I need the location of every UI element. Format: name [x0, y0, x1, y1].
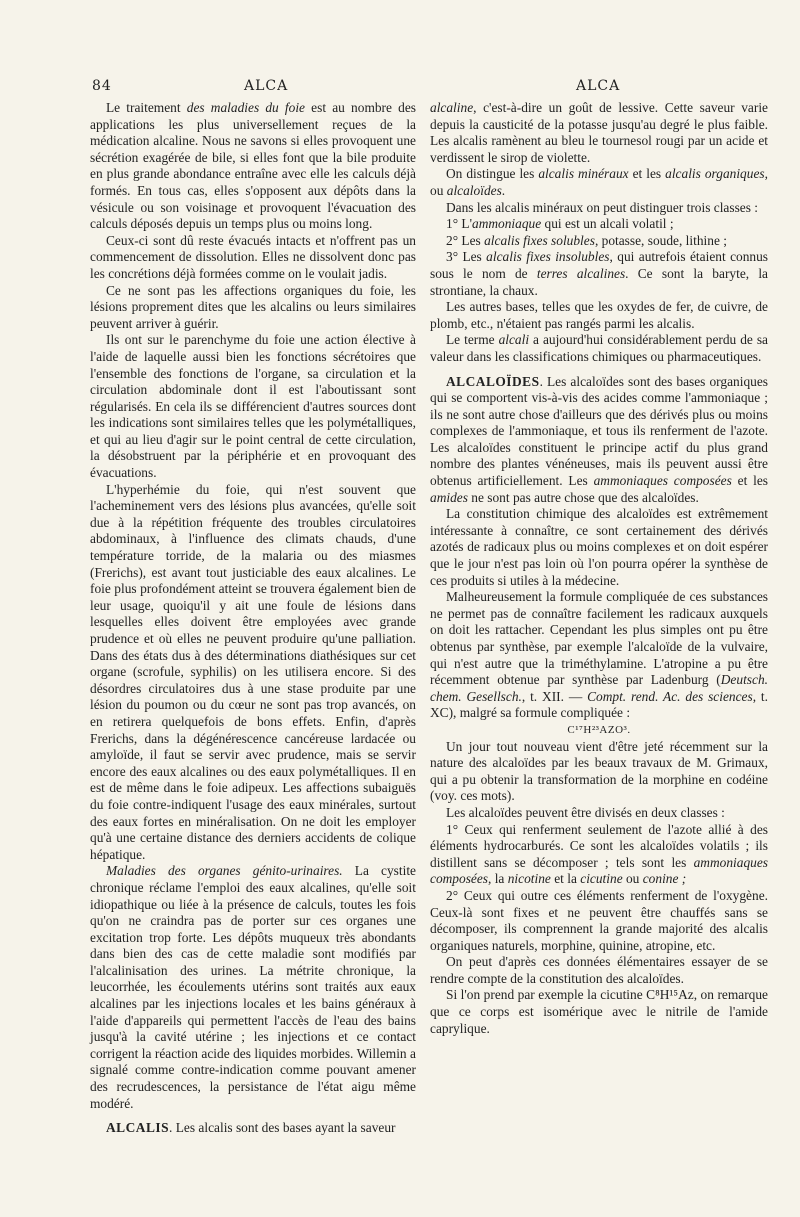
paragraph: [430, 249, 768, 299]
text-run: C¹⁷H²³AZO³.: [567, 723, 631, 736]
paragraph: [430, 954, 768, 987]
paragraph: [430, 166, 768, 199]
text-run: 3° Les: [446, 249, 487, 265]
paragraph: [430, 100, 768, 166]
left-column: [90, 100, 416, 1137]
paragraph: [430, 299, 768, 332]
running-title-left: ALCA: [244, 78, 289, 94]
paragraph: [90, 863, 416, 1112]
text-run: , qui autrefois étaient connus sous le nom de: [430, 249, 768, 281]
paragraph: [430, 739, 768, 805]
paragraph: [430, 200, 768, 217]
text-run: , potasse, soude, lithine ;: [594, 232, 727, 248]
italic-text: alcaloïdes: [446, 182, 502, 198]
text-run: Le terme: [446, 332, 499, 348]
text-run: Un jour tout nouveau vient d'être jeté récemment sur la nature des alcaloïdes par les beaux travaux de M. Grimaux, qui a pu obtenir la transformation de la morphine en codéine (voy. ces mots).: [430, 738, 768, 804]
paragraph: [430, 506, 768, 589]
text-run: et la: [550, 871, 581, 887]
running-title-right: ALCA: [576, 78, 621, 94]
text-run: Ils ont sur le parenchyme du foie une action élective à l'aide de laquelle aussi bien les fonctions sécrétoires que l'ensemble des fonctions de l'organe, sa circulation et la circulation abdominale dont il est l'aboutissant sont régularisés. En cela ils se différencient d'autres sources dont les indications sont similaires telles que les polymétalliques, et qui au lieu d'agir sur le point central de cette circulation, la désobstruent par la périphérie et en provoquant des évacuations.: [90, 332, 416, 481]
paragraph: [90, 1120, 416, 1137]
text-run: Dans les alcalis minéraux on peut distinguer trois classes :: [446, 199, 759, 215]
text-run: ou: [622, 871, 643, 887]
text-run: La cystite chronique réclame l'emploi des eaux alcalines, qu'elle soit idiopathique ou liée à la présence de calculs, toutes les fois qu'on ne craindra pas de porter sur ces organes une excitation trop forte. Les dépôts muqueux très abondants dans bien des cas de cette maladie sont modifiés par l'alcalinisation des urines. La métrite chronique, la leucorrhée, les écoulements utérins sont traités aux eaux alcalines par les injections locales et les bains généraux à l'aide d'appareils qui permettent l'accès de l'eau des bains jusqu'à la cavité utérine ; les injections et ce contact corrigent la réaction acide des liquides morbides. Willemin a signalé comme contre-indication comme pouvant amener des recrudescences, la persistance de l'état aigu même modéré.: [90, 863, 416, 1111]
italic-text: ammoniaques composées: [430, 854, 768, 887]
text-run: . Ce sont la baryte, la strontiane, la chaux.: [430, 265, 769, 298]
italic-text: des maladies du foie: [186, 100, 305, 115]
italic-text: Compt. rend. Ac. des sciences: [587, 688, 753, 704]
italic-text: ammoniaque: [472, 216, 542, 232]
paragraph: [430, 589, 768, 722]
italic-text: alcalis organiques: [665, 166, 765, 182]
text-run: a aujourd'hui considérablement perdu de sa valeur dans les classifications chimiques ou pharmaceutiques.: [430, 332, 768, 364]
text-run: Le traitement: [106, 100, 187, 115]
text-run: Les alcaloïdes peuvent être divisés en deux classes :: [446, 804, 725, 820]
text-run: , la: [488, 871, 508, 887]
italic-text: Deutsch. chem. Gesellsch.: [430, 672, 768, 704]
text-run: 2° Ceux qui outre ces éléments renferment de l'oxygène. Ceux-là sont fixes et ne peuvent être chauffés sans se décomposer, ils comprennent la grande majorité des alcalis organiques naturels, morphine, quinine, atropine, etc.: [430, 887, 768, 953]
paragraph: [90, 283, 416, 333]
italic-text: conine ;: [642, 871, 687, 887]
text-run: Malheureusement la formule compliquée de ces substances ne permet pas de connaître facilement les radicaux auxquels on doit les rattacher. Cependant les plus simples ont pu être obtenus par synthèse, par exemple l'alcaloïde de la vulvaire, qui n'est autre que la triméthylamine. L'atropine a pu être récemment obtenue par synthèse par Ladenburg (: [430, 589, 768, 688]
italic-text: nicotine: [507, 871, 551, 887]
paragraph: [430, 332, 768, 365]
paragraph: [430, 822, 768, 888]
text-run: , t. XC), malgré sa formule compliquée :: [430, 688, 769, 721]
text-run: est au nombre des applications les plus universellement reçues de la médication alcaline. Nous ne savons si elles provoquent une sécrétion exagérée de bile, si elles font que la bile produite en plus grande abondance entraîne avec elle les calculs déjà formés. En tous cas, elles s'opposent aux dépôts dans la vésicule ou son voisinage et provoquent l'évacuation des calculs déposés depuis un temps plus ou moins long.: [90, 100, 416, 232]
paragraph: [90, 332, 416, 481]
chemical-formula: [430, 722, 768, 739]
italic-text: Maladies des organes génito-urinaires.: [106, 863, 343, 879]
text-run: 2° Les: [446, 232, 485, 248]
paragraph: [430, 216, 768, 233]
text-run: 1° L': [446, 216, 472, 232]
paragraph: [90, 482, 416, 864]
italic-text: amides: [430, 489, 468, 505]
text-run: qui est un alcali volatil ;: [541, 216, 674, 232]
text-run: . Les alcalis sont des bases ayant la saveur: [169, 1120, 396, 1136]
text-run: , ou: [430, 166, 768, 198]
italic-text: alcalis fixes solubles: [484, 232, 595, 248]
text-run: Les autres bases, telles que les oxydes de fer, de cuivre, de plomb, etc., n'étaient pas rangés parmi les alcalis.: [430, 299, 768, 331]
italic-text: terres alcalines: [536, 265, 626, 281]
italic-text: alcalis fixes insolubles: [486, 249, 610, 265]
italic-text: alcali: [498, 332, 530, 348]
right-column: [430, 100, 768, 1037]
paragraph: [430, 233, 768, 250]
text-run: Ce ne sont pas les affections organiques du foie, les lésions proprement dites que les alcalins ou leurs similaires peuvent arriver à guérir.: [90, 282, 416, 331]
paragraph: [90, 233, 416, 283]
text-run: La constitution chimique des alcaloïdes est extrêmement intéressante à connaître, ce sont certainement des dérivés azotés de radicaux plus ou moins complexes et on doit espérer que le jour n'est pas loin où l'on pourra opérer la synthèse de ces produits si utiles à la médecine.: [430, 506, 768, 588]
text-run: et les: [731, 473, 768, 489]
text-run: . Les alcaloïdes sont des bases organiques qui se comportent vis-à-vis des acides comme l'ammoniaque ; ils ne sont autre chose d'ailleurs que des dérivés plus ou moins complexes de l'ammoniaque, et tous ils renferment de l'azote. Les alcaloïdes constituent le principe actif du plus grand nombre des plantes vénéneuses, mais ils peuvent aussi être obtenus artificiellement. Les: [430, 373, 768, 489]
italic-text: cicutine: [580, 871, 623, 887]
paragraph: [430, 374, 768, 507]
text-run: , t. XII. —: [521, 688, 588, 704]
text-run: et les: [628, 166, 666, 182]
text-run: L'hyperhémie du foie, qui n'est souvent que l'acheminement vers des lésions plus avancées, qu'elle soit due à la répétition fréquente des troubles circulatoires abdominaux, à l'influence des climats chauds, d'une température torride, de la malaria ou des miasmes (Frerichs), est avant tout justiciable des eaux alcalines. Le foie plus profondément atteint se trouvera également bien de leur usage, quoiqu'il y ait une foule de lésions dans lesquelles elles doivent être employées avec grande prudence et où elles ne peuvent produire qu'une palliation. Dans des états dus à des déterminations diathésiques sur cet organe (scrofule, syphilis) on les utilisera encore. Si des désordres circulatoires dus à une stase produite par une lésion du poumon ou du cœur ne sont pas trop avancés, on en retirera quelquefois de bons effets. Enfin, d'après Frerichs, dans la dégénérescence cancéreuse lardacée ou amyloïde, il faut se servir avec prudence, mais se servir encore des eaux alcalines ou des eaux polymétalliques. Il en est de même dans le foie adipeux. Les affections subaiguës du foie contre-indiquent l'usage des eaux minérales, surtout des eaux fortes en minéralisation. On ne doit les employer qu'à une certaine distance des derniers accidents de colique hépatique.: [90, 481, 416, 862]
entry-headword: ALCALOÏDES: [446, 373, 540, 389]
entry-headword: ALCALIS: [106, 1120, 170, 1136]
text-run: ne sont pas autre chose que des alcaloïdes.: [467, 489, 699, 505]
italic-text: alcalis minéraux: [538, 166, 629, 182]
text-run: Ceux-ci sont dû reste évacués intacts et n'offrent pas un commencement de dissolution. Elles ne dissolvent donc pas les concrétions déjà formées comme on le voulait jadis.: [90, 232, 416, 281]
paragraph: [430, 805, 768, 822]
italic-text: ammoniaques composées: [593, 473, 732, 489]
page-number: 84: [92, 78, 112, 94]
paragraph: [90, 100, 416, 233]
text-run: , c'est-à-dire un goût de lessive. Cette saveur varie depuis la causticité de la potasse jusqu'au degré le plus faible. Les alcalis ramènent au bleu le tournesol rougi par un acide et verdissent le sirop de violette.: [430, 100, 768, 165]
text-run: On distingue les: [446, 166, 539, 182]
text-run: .: [501, 182, 506, 198]
paragraph: [430, 888, 768, 954]
italic-text: alcaline: [430, 100, 474, 115]
text-run: Si l'on prend par exemple la cicutine C⁸H¹⁵Az, on remarque que ce corps est isomérique avec le nitrile de l'amide caprylique.: [430, 987, 768, 1036]
text-run: On peut d'après ces données élémentaires essayer de se rendre compte de la constitution des alcaloïdes.: [430, 954, 768, 986]
paragraph: [430, 987, 768, 1037]
text-run: 1° Ceux qui renferment seulement de l'azote allié à des éléments hydrocarburés. Ce sont les alcaloïdes volatils ; ils distillent sans se décomposer ; tels sont les: [430, 821, 768, 870]
